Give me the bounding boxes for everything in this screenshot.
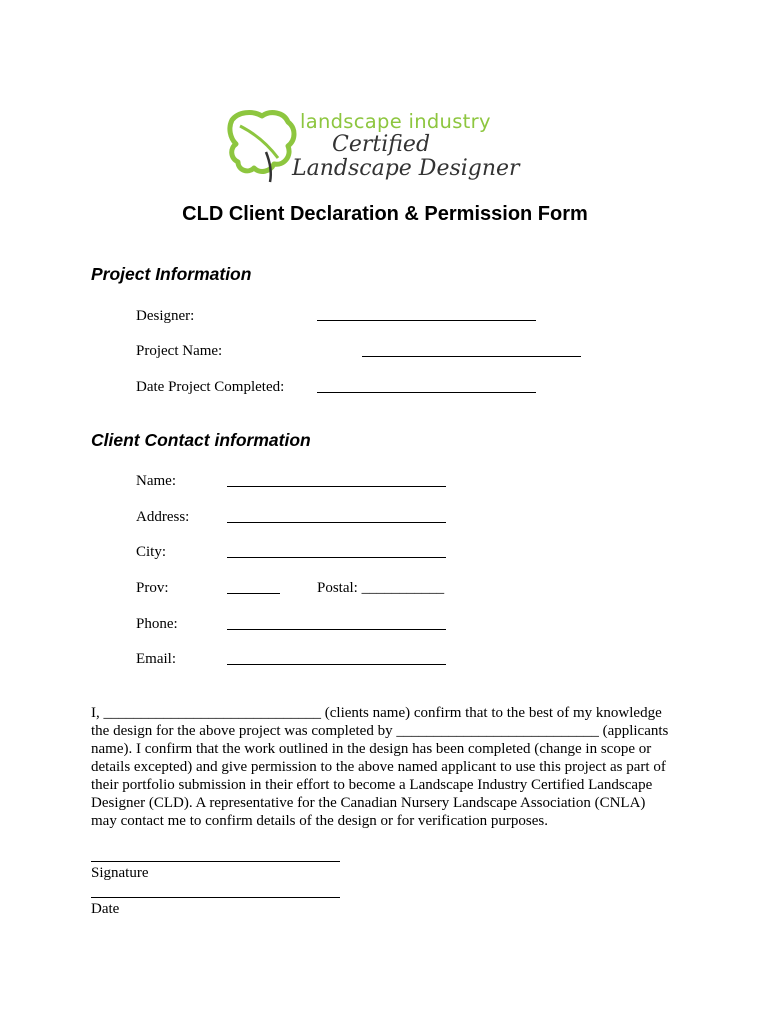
project-name-field[interactable] [362, 356, 581, 357]
page-title: CLD Client Declaration & Permission Form [182, 203, 588, 225]
declaration-line: the design for the above project was completed by ___________________________ (applicants [91, 723, 669, 739]
prov-field[interactable] [227, 593, 280, 594]
client-section-heading: Client Contact information [91, 430, 311, 450]
city-field[interactable] [227, 557, 446, 558]
date-completed-label: Date Project Completed: [136, 379, 285, 395]
client-name-label: Name: [136, 473, 176, 489]
address-label: Address: [136, 509, 190, 525]
leaf-icon [226, 106, 301, 186]
signature-label: Signature [91, 865, 149, 881]
phone-label: Phone: [136, 616, 178, 632]
logo-text-designer: Landscape Designer [292, 156, 520, 181]
phone-field[interactable] [227, 629, 446, 630]
declaration-paragraph [91, 704, 691, 830]
project-section-heading: Project Information [91, 264, 252, 284]
email-field[interactable] [227, 664, 446, 665]
logo-text-industry: landscape industry [300, 110, 491, 133]
date-field[interactable] [91, 897, 340, 898]
declaration-line: I, _____________________________ (clients name) confirm that to the best of my knowledge [91, 705, 662, 721]
declaration-line: details excepted) and give permission to the above named applicant to use this project as part of [91, 759, 666, 775]
designer-label: Designer: [136, 308, 195, 324]
prov-label: Prov: [136, 580, 169, 596]
declaration-line: Designer (CLD). A representative for the Canadian Nursery Landscape Association (CNLA) [91, 795, 646, 811]
declaration-line: their portfolio submission in their effort to become a Landscape Industry Certified Landscape [91, 777, 653, 793]
date-completed-field[interactable] [317, 392, 536, 393]
address-field[interactable] [227, 522, 446, 523]
client-name-field[interactable] [227, 486, 446, 487]
signature-field[interactable] [91, 861, 340, 862]
declaration-line: may contact me to confirm details of the design or for verification purposes. [91, 813, 548, 829]
logo-text-certified: Certified [332, 132, 431, 157]
postal-field[interactable]: Postal: ___________ [317, 580, 445, 596]
declaration-line: name). I confirm that the work outlined in the design has been completed (change in scope or [91, 741, 652, 757]
date-label: Date [91, 901, 120, 917]
designer-field[interactable] [317, 320, 536, 321]
email-label: Email: [136, 651, 176, 667]
project-name-label: Project Name: [136, 343, 223, 359]
city-label: City: [136, 544, 167, 560]
cld-logo [226, 106, 526, 186]
